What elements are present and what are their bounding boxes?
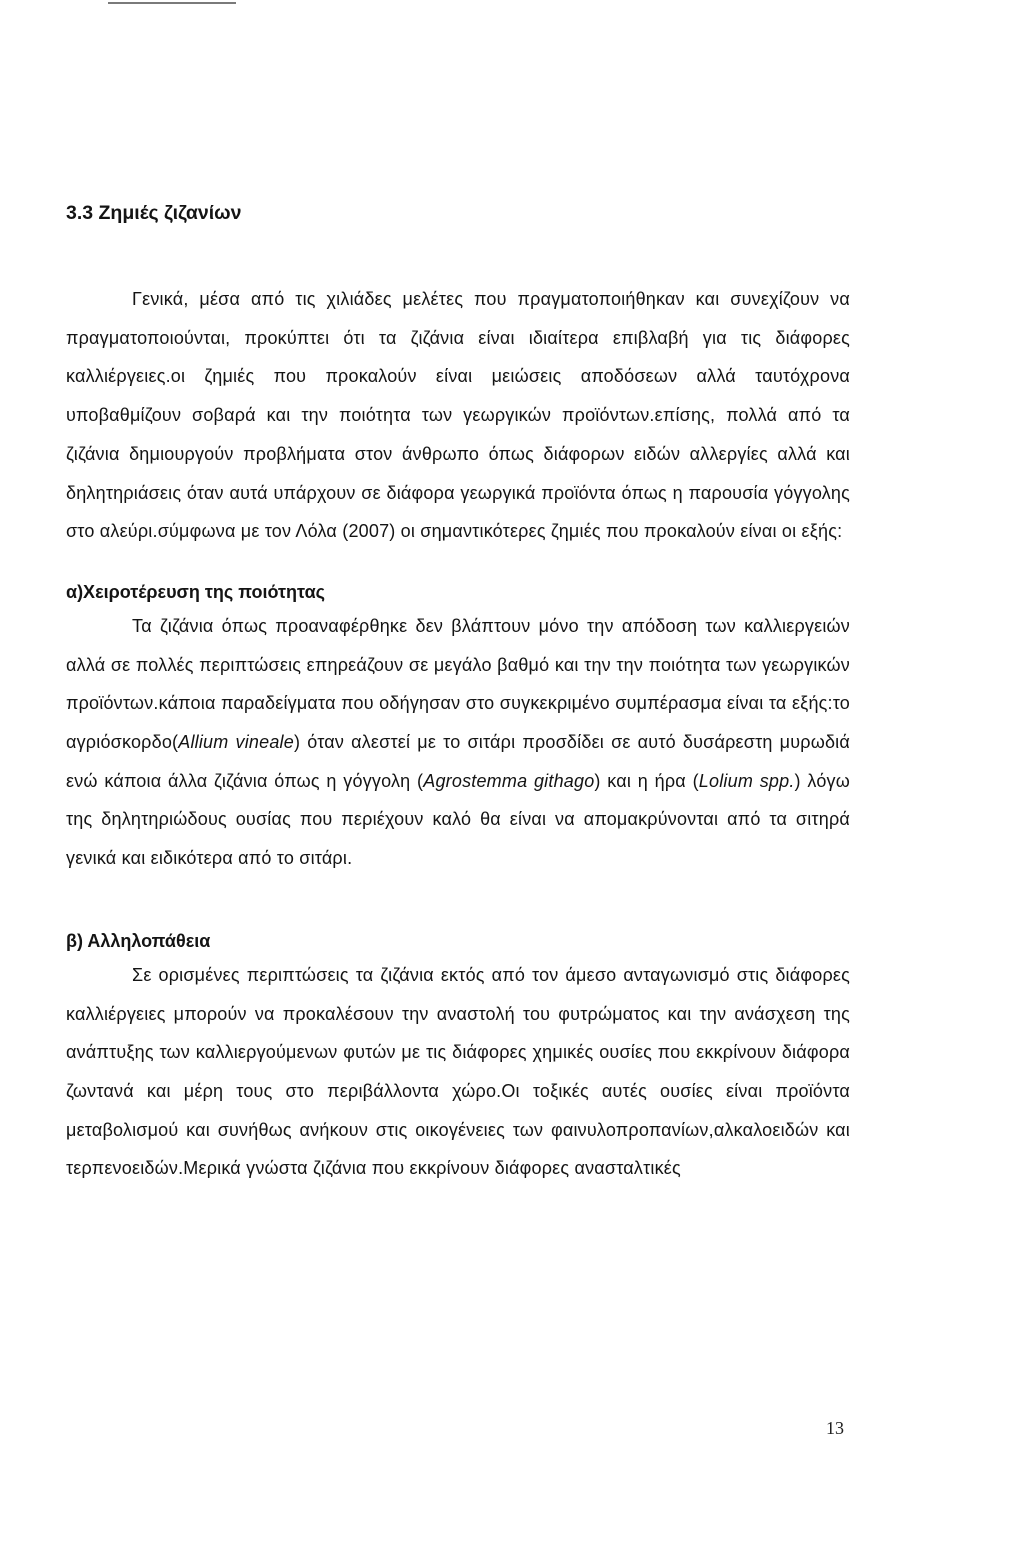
quality-text-2: ) όταν αλεστεί με το σιτάρι προσδίδει σε αυτό δυσάρεστη μυρωδιά ενώ κάποια άλλα ζιζάνια όπως η γόγγολη (	[66, 732, 850, 791]
subheading-quality: α)Χειροτέρευση της ποιότητας	[66, 581, 326, 602]
subheading-allelopathy: β) Αλληλοπάθεια	[66, 930, 211, 951]
quality-text-3: ) και η ήρα (	[594, 770, 699, 791]
document-body	[66, 198, 850, 1188]
species-agrostemma-githago: Agrostemma githago	[423, 770, 595, 791]
species-lolium-spp: Lolium spp.	[698, 770, 795, 791]
quality-text-1: Τα ζιζάνια όπως προαναφέρθηκε δεν βλάπτουν μόνο την απόδοση των καλλιεργειών αλλά σε πολλές περιπτώσεις επηρεάζουν σε μεγάλο βαθμό και την την ποιότητα των γεωργικών προϊόντων.κάποια παραδείγματα που οδήγησαν στο συγκεκριμένο συμπέρασμα είναι τα εξής:το αγριόσκορδο(	[66, 615, 850, 753]
quality-paragraph	[66, 607, 850, 878]
section-heading: 3.3 Ζημιές ζιζανίων	[66, 202, 242, 224]
top-rule	[108, 2, 236, 4]
page-number: 13	[826, 1418, 844, 1438]
allelopathy-paragraph: Σε ορισμένες περιπτώσεις τα ζιζάνια εκτός από τον άμεσο ανταγωνισμό στις διάφορες καλλιέργειες μπορούν να προκαλέσουν την αναστολή του φυτρώματος και την ανάσχεση της ανάπτυξης των καλλιεργούμενων φυτών με τις διάφορες χημικές ουσίες που εκκρίνουν διάφορα ζωντανά και μέρη τους στο περιβάλλοντα χώρο.Οι τοξικές αυτές ουσίες είναι προϊόντα μεταβολισμού και συνήθως ανήκουν στις οικογένειες των φαινυλοπροπανίων,αλκαλοειδών και τερπενοειδών.Μερικά γνώστα ζιζάνια που εκκρίνουν διάφορες ανασταλτικές	[66, 964, 850, 1179]
quality-text-4: ) λόγω της δηλητηριώδους ουσίας που περιέχουν καλό θα είναι να απομακρύνονται από τα σιτηρά γενικά και ειδικότερα από το σιτάρι.	[66, 770, 850, 869]
intro-paragraph: Γενικά, μέσα από τις χιλιάδες μελέτες που πραγματοποιήθηκαν και συνεχίζουν να πραγματοποιούνται, προκύπτει ότι τα ζιζάνια είναι ιδιαίτερα επιβλαβή για τις διάφορες καλλιέργειες.οι ζημιές που προκαλούν είναι μειώσεις αποδόσεων αλλά ταυτόχρονα υποβαθμίζουν σοβαρά και την ποιότητα των γεωργικών προϊόντων.επίσης, πολλά από τα ζιζάνια δημιουργούν προβλήματα στον άνθρωπο όπως διάφορων ειδών αλλεργίες αλλά και δηλητηριάσεις όταν αυτά υπάρχουν σε διάφορα γεωργικά προϊόντα όπως η παρουσία γόγγολης στο αλεύρι.σύμφωνα με τον Λόλα (2007) οι σημαντικότερες ζημιές που προκαλούν είναι οι εξής:	[66, 289, 850, 542]
species-allium-vineale: Allium vineale	[178, 732, 294, 753]
